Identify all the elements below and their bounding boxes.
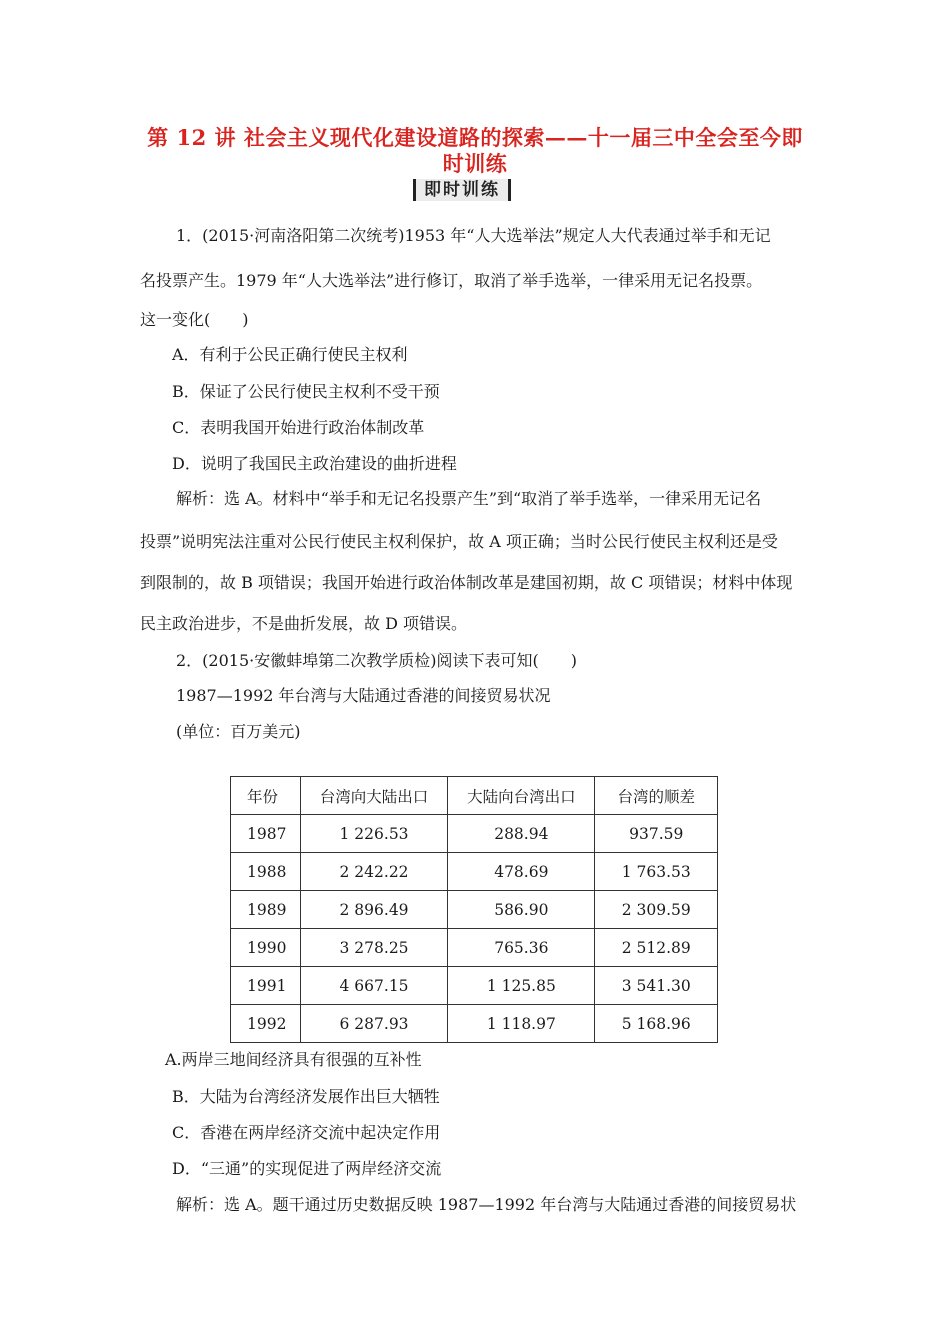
q2-option-b: B．大陆为台湾经济发展作出巨大牺牲 xyxy=(172,1087,440,1106)
q1-stem-line-2: 名投票产生。1979 年“人大选举法”进行修订，取消了举手选举，一律采用无记名投票。 xyxy=(140,271,763,290)
q2-table-unit: (单位：百万美元) xyxy=(176,722,301,741)
table-cell-taiwan-export: 1 226.53 xyxy=(300,815,447,853)
q2-option-d: D．“三通”的实现促进了两岸经济交流 xyxy=(172,1159,442,1178)
table-cell-taiwan-export: 4 667.15 xyxy=(300,967,447,1005)
q1-option-c: C．表明我国开始进行政治体制改革 xyxy=(172,418,425,437)
table-cell-mainland-export: 288.94 xyxy=(448,815,595,853)
q2-stem-line-1: 2．(2015·安徽蚌埠第二次教学质检)阅读下表可知( ) xyxy=(176,651,577,670)
table-cell-taiwan-export: 2 896.49 xyxy=(300,891,447,929)
trade-table xyxy=(230,776,718,1043)
table-cell-year: 1990 xyxy=(231,929,301,967)
q1-option-b: B．保证了公民行使民主权利不受干预 xyxy=(172,382,440,401)
q1-option-a: A．有利于公民正确行使民主权利 xyxy=(172,345,408,364)
table-cell-surplus: 2 309.59 xyxy=(595,891,718,929)
table-cell-surplus: 1 763.53 xyxy=(595,853,718,891)
table-cell-mainland-export: 765.36 xyxy=(448,929,595,967)
table-cell-surplus: 937.59 xyxy=(595,815,718,853)
table-row xyxy=(231,967,718,1005)
q1-analysis-line-3: 到限制的，故 B 项错误；我国开始进行政治体制改革是建国初期，故 C 项错误；材料中体现 xyxy=(140,573,793,592)
table-header-mainland-export: 大陆向台湾出口 xyxy=(448,777,595,815)
table-cell-taiwan-export: 2 242.22 xyxy=(300,853,447,891)
table-row xyxy=(231,815,718,853)
table-header-taiwan-export: 台湾向大陆出口 xyxy=(300,777,447,815)
table-header-surplus: 台湾的顺差 xyxy=(595,777,718,815)
table-cell-year: 1991 xyxy=(231,967,301,1005)
q2-table-title: 1987—1992 年台湾与大陆通过香港的间接贸易状况 xyxy=(176,686,551,705)
q2-option-c: C．香港在两岸经济交流中起决定作用 xyxy=(172,1123,441,1142)
page-title-line-1: 第 12 讲 社会主义现代化建设道路的探索——十一届三中全会至今即 xyxy=(147,125,803,150)
table-cell-taiwan-export: 6 287.93 xyxy=(300,1005,447,1043)
q1-analysis-line-4: 民主政治进步，不是曲折发展，故 D 项错误。 xyxy=(140,614,468,633)
table-header-row xyxy=(231,777,718,815)
table-cell-year: 1987 xyxy=(231,815,301,853)
q1-stem-line-3: 这一变化( ) xyxy=(140,310,249,329)
table-cell-surplus: 5 168.96 xyxy=(595,1005,718,1043)
page-title-line-2: 时训练 xyxy=(442,151,508,176)
q1-analysis-line-2: 投票”说明宪法注重对公民行使民主权利保护，故 A 项正确；当时公民行使民主权利还是受 xyxy=(140,532,778,551)
table-row xyxy=(231,1005,718,1043)
table-cell-year: 1992 xyxy=(231,1005,301,1043)
q1-option-d: D．说明了我国民主政治建设的曲折进程 xyxy=(172,454,457,473)
table-cell-taiwan-export: 3 278.25 xyxy=(300,929,447,967)
table-cell-mainland-export: 478.69 xyxy=(448,853,595,891)
table-cell-surplus: 2 512.89 xyxy=(595,929,718,967)
table-cell-mainland-export: 1 125.85 xyxy=(448,967,595,1005)
table-row xyxy=(231,853,718,891)
table-cell-surplus: 3 541.30 xyxy=(595,967,718,1005)
q1-stem-line-1: 1．(2015·河南洛阳第二次统考)1953 年“人大选举法”规定人大代表通过举手和无记 xyxy=(176,226,771,245)
table-header-year: 年份 xyxy=(231,777,301,815)
table-cell-year: 1989 xyxy=(231,891,301,929)
q2-analysis-line-1: 解析：选 A。题干通过历史数据反映 1987—1992 年台湾与大陆通过香港的间接贸易状 xyxy=(176,1195,797,1214)
table-cell-mainland-export: 586.90 xyxy=(448,891,595,929)
table-cell-year: 1988 xyxy=(231,853,301,891)
q2-option-a: A.两岸三地间经济具有很强的互补性 xyxy=(165,1050,422,1069)
table-row xyxy=(231,891,718,929)
section-badge: 即时训练 xyxy=(413,179,511,201)
q1-analysis-line-1: 解析：选 A。材料中“举手和无记名投票产生”到“取消了举手选举，一律采用无记名 xyxy=(176,489,762,508)
table-row xyxy=(231,929,718,967)
table-cell-mainland-export: 1 118.97 xyxy=(448,1005,595,1043)
